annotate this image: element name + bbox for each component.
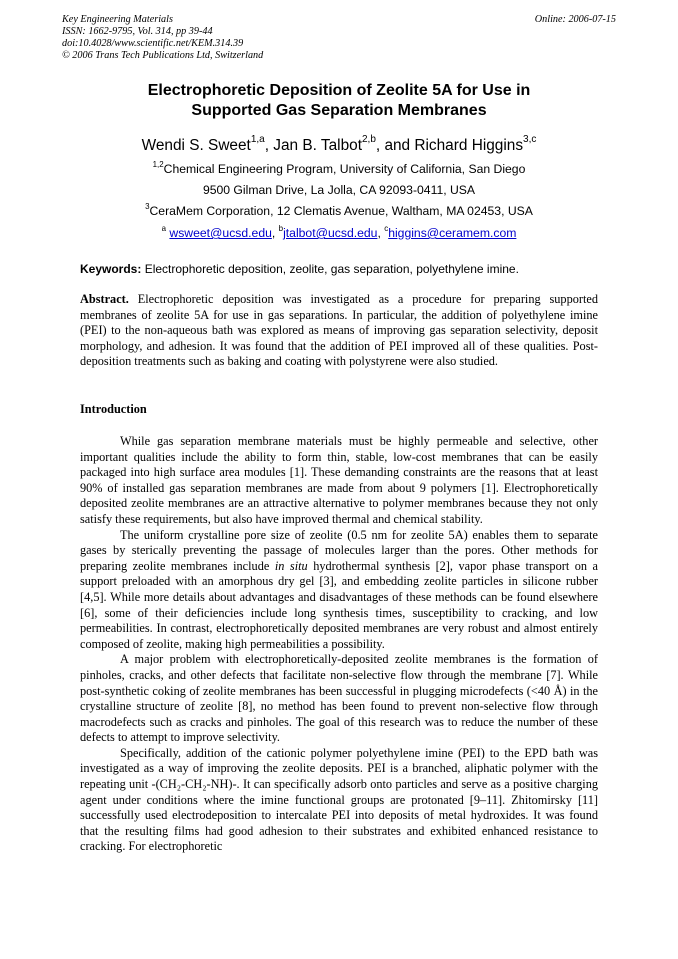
- keywords-label: Keywords:: [80, 262, 142, 276]
- intro-paragraph-4: Specifically, addition of the cationic polymer polyethylene imine (PEI) to the EPD bath was investigated as a way of improving the zeolite deposits. PEI is a branched, aliphatic polymer with the repeating unit -(CH₂-CH₂-NH)-. It can specifically adsorb onto particles and serve as a positive charging agent under conditions where the imine functional groups are protonated [9–11]. Zhitomirsky [11] successfully used electrodeposition to intercalate PEI into deposits of metal hydroxides. It was found that the resulting films had good adhesion to their substrates and exhibited enhanced resistance to cracking. For electrophoretic: [80, 745, 598, 854]
- author-3-sup: 3,c: [523, 134, 537, 145]
- issn: ISSN: 1662-9795, Vol. 314, pp 39-44: [62, 26, 213, 37]
- abstract-label: Abstract.: [80, 292, 129, 306]
- copyright: © 2006 Trans Tech Publications Ltd, Switzerland: [62, 50, 264, 61]
- intro-p2-part-b: hydrothermal synthesis [2], vapor phase transport on a support preloaded with an amorphous dry gel [3], and embedding zeolite particles in silicone rubber [4,5]. While more details about advantages and disadvantages of these methods can be found elsewhere [6], some of their deficiencies include long synthesis times, susceptibility to cracking, and low permeabilities. In contrast, electrophoretically deposited membranes are very robust and almost entirely composed of zeolite, making high permeabilities a possibility.: [80, 558, 599, 651]
- doi: doi:10.4028/www.scientific.net/KEM.314.39: [62, 38, 244, 49]
- email-link-talbot[interactable]: jtalbot@ucsd.edu: [283, 226, 378, 240]
- introduction-heading: Introduction: [80, 402, 147, 416]
- email-list: $^a$ wsweet@ucsd.edu, $^b$jtalbot@ucsd.edu, $^c$higgins@ceramem.com: [161, 223, 517, 240]
- author-1: Wendi S. Sweet: [141, 137, 251, 154]
- author-list: [0, 134, 678, 155]
- affiliation-1-sup: 1,2: [152, 159, 164, 169]
- introduction-body: [80, 434, 598, 855]
- affiliation-2-sup: 3: [145, 201, 150, 211]
- online-date: Online: 2006-07-15: [534, 14, 616, 25]
- affiliation-1: [0, 159, 678, 176]
- author-2: , Jan B. Talbot: [264, 137, 362, 154]
- author-3: , and Richard Higgins: [375, 137, 524, 154]
- email-link-sweet[interactable]: wsweet@ucsd.edu: [169, 226, 272, 240]
- affiliation-1-address: 9500 Gilman Drive, La Jolla, CA 92093-0411, USA: [202, 183, 476, 197]
- affiliation-2-text: CeraMem Corporation, 12 Clematis Avenue, Waltham, MA 02453, USA: [149, 204, 533, 218]
- intro-p2-part-a: The uniform crystalline pore size of zeolite (0.5 nm for zeolite 5A) enables them to separate gases by sterically preventing the passage of molecules larger than the pores. Other methods for preparing zeolite membranes include: [80, 527, 598, 573]
- affiliation-2: [0, 201, 678, 218]
- abstract: [80, 292, 598, 370]
- intro-paragraph-2: [80, 528, 598, 653]
- abstract-text: Electrophoretic deposition was investigated as a procedure for preparing supported membranes of zeolite 5A for use in gas separations. In particular, the addition of polyethylene imine (PEI) to the non-aqueous bath was explored as means of improving gas separation selectivity, deposit morphology, and adhesion. It was found that the addition of PEI improved all of these qualities. Post-deposition treatments such as baking and coating with polystyrene were also studied.: [80, 292, 598, 369]
- intro-p2-italic: in situ: [274, 558, 308, 573]
- paper-title: [0, 81, 678, 121]
- keywords-text: Electrophoretic deposition, zeolite, gas separation, polyethylene imine.: [141, 262, 519, 276]
- email-c-sup: c: [384, 223, 389, 233]
- journal-header: [62, 14, 263, 62]
- intro-paragraph-3: A major problem with electrophoretically-deposited zeolite membranes is the formation of pinholes, cracks, and other defects that facilitate non-selective flow through the membrane [7]. While post-synthetic coking of zeolite membranes has been successful in plugging microdefects (<40 Å) in the crystalline structure of zeolite [8], no method has been found to prevent non-selective flow through macrodefects such as cracks and pinholes. The goal of this research was to reduce the number of these defects to attempt to improve selectivity.: [80, 652, 598, 745]
- affiliation-1-text: Chemical Engineering Program, University of California, San Diego: [163, 162, 526, 176]
- email-b-sup: b: [278, 223, 284, 233]
- title-line-1: Electrophoretic Deposition of Zeolite 5A for Use in: [147, 82, 531, 99]
- email-a-sup: a: [161, 223, 167, 233]
- email-link-higgins[interactable]: higgins@ceramem.com: [388, 226, 517, 240]
- author-1-sup: 1,a: [250, 134, 265, 145]
- intro-paragraph-1: While gas separation membrane materials must be highly permeable and selective, other important qualities include the ability to form thin, stable, low-cost membranes that can be easily packaged into high surface area modules [1]. These demanding constraints are the reasons that at least 90% of installed gas separation membranes are made from about 9 polymers [1]. Electrophoretically deposited zeolite membranes are an attractive alternative to polymer membranes because they not only satisfy these requirements, but also have improved thermal and chemical stability.: [80, 434, 598, 526]
- journal-name: Key Engineering Materials: [62, 14, 173, 25]
- author-2-sup: 2,b: [361, 134, 376, 145]
- title-line-2: Supported Gas Separation Membranes: [191, 102, 487, 119]
- keywords: [80, 262, 600, 276]
